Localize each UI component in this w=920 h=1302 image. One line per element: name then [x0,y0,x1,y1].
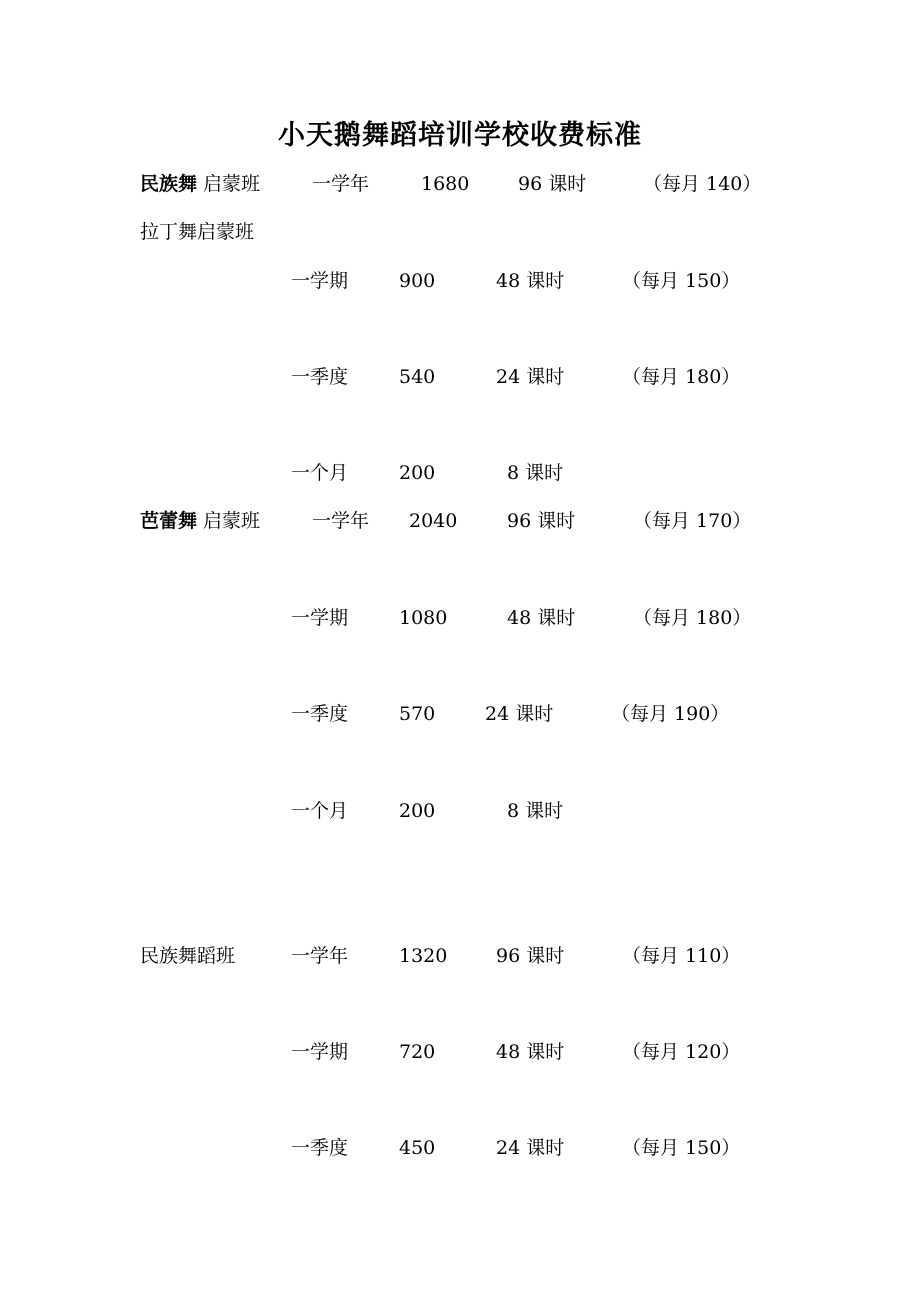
price: 570 [399,703,436,725]
period: 一学期 [291,270,349,292]
class-name: 民族舞蹈班 [140,945,236,967]
price: 1080 [399,607,448,629]
fee-row [0,1037,920,1067]
period: 一学年 [291,945,349,967]
period: 一学年 [312,510,370,532]
monthly-price: （每月 190） [611,703,730,725]
lessons: 24 课时 [496,366,565,388]
price: 540 [399,366,436,388]
lessons: 48 课时 [507,607,576,629]
price: 720 [399,1041,436,1063]
price: 1680 [421,173,470,195]
lessons: 48 课时 [496,1041,565,1063]
period: 一学期 [291,607,349,629]
price: 450 [399,1137,436,1159]
monthly-price: （每月 150） [622,270,741,292]
price: 2040 [409,510,458,532]
period: 一季度 [291,703,349,725]
period: 一季度 [291,1137,349,1159]
fee-row [0,458,920,488]
price: 200 [399,462,436,484]
class-name: 启蒙班 [203,173,261,195]
fee-row [0,699,920,729]
lessons: 24 课时 [485,703,554,725]
fee-row [0,1133,920,1163]
period: 一学期 [291,1041,349,1063]
fee-row [0,506,920,536]
lessons: 8 课时 [507,800,564,822]
lessons: 24 课时 [496,1137,565,1159]
monthly-price: （每月 150） [622,1137,741,1159]
period: 一个月 [291,800,349,822]
document-title: 小天鹅舞蹈培训学校收费标准 [278,120,642,151]
fee-row [0,796,920,826]
class-name-bold: 民族舞 [140,173,198,195]
class-name-bold: 芭蕾舞 [140,510,198,532]
lessons: 96 课时 [507,510,576,532]
class-name: 拉丁舞启蒙班 [140,221,255,243]
lessons: 8 课时 [507,462,564,484]
lessons: 96 课时 [518,173,587,195]
monthly-price: （每月 110） [622,945,741,967]
monthly-price: （每月 170） [633,510,752,532]
fee-row [0,266,920,296]
price: 1320 [399,945,448,967]
price: 900 [399,270,436,292]
monthly-price: （每月 180） [633,607,752,629]
monthly-price: （每月 120） [622,1041,741,1063]
lessons: 48 课时 [496,270,565,292]
period: 一季度 [291,366,349,388]
lessons: 96 课时 [496,945,565,967]
class-name: 启蒙班 [203,510,261,532]
fee-row [0,603,920,633]
period: 一学年 [312,173,370,195]
fee-row [0,941,920,971]
fee-row [0,169,920,199]
price: 200 [399,800,436,822]
fee-row [0,362,920,392]
period: 一个月 [291,462,349,484]
fee-row [0,217,920,247]
monthly-price: （每月 180） [622,366,741,388]
monthly-price: （每月 140） [643,173,762,195]
